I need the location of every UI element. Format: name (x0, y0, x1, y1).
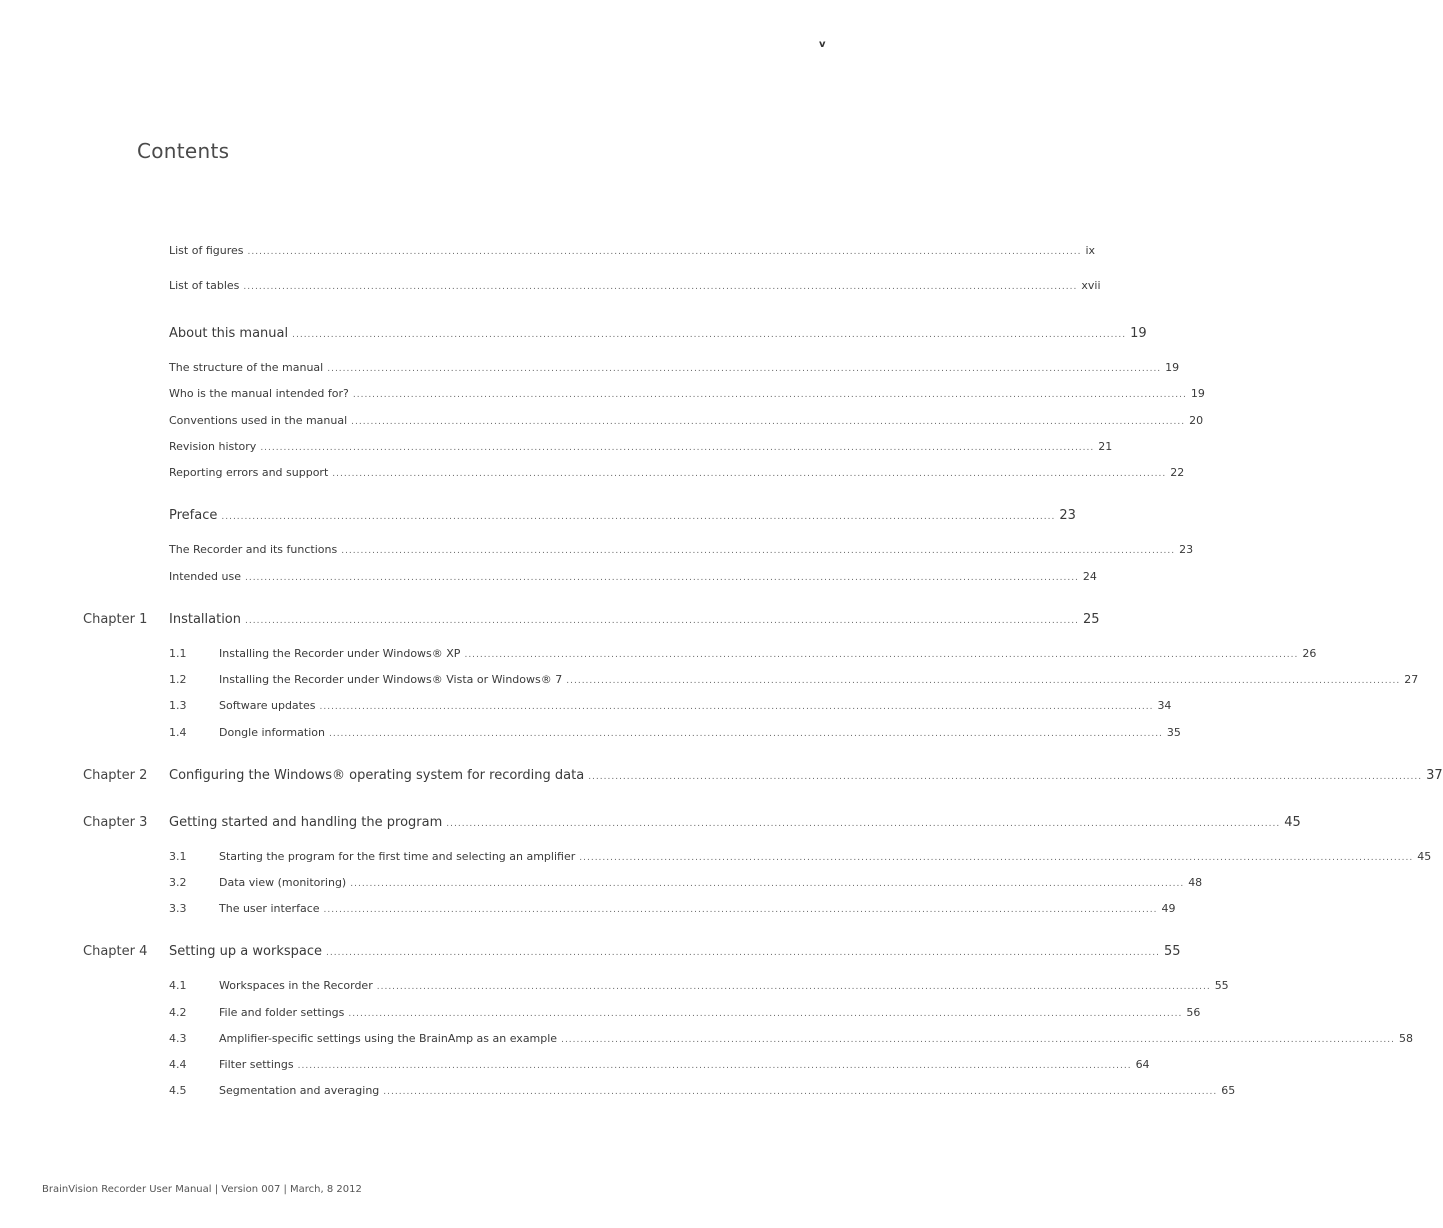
section-number: 1.3 (169, 699, 187, 712)
toc-entry-text: File and folder settings (219, 1006, 345, 1019)
toc-chapter-4[interactable]: Chapter 4 Setting up a workspace ........................................................................................................................................................................................................................ 55 (83, 944, 1181, 959)
toc-entry-page: 24 (1082, 570, 1097, 583)
toc-entry-text: Setting up a workspace (169, 944, 322, 959)
chapter-label: Chapter 3 (83, 815, 148, 830)
toc-entry-text: The structure of the manual (169, 361, 324, 374)
toc-entry-page: 58 (1399, 1032, 1414, 1045)
toc-entry-page: 55 (1214, 979, 1229, 992)
toc-entry-page: 25 (1082, 612, 1100, 627)
section-number: 4.2 (169, 1006, 187, 1019)
toc-entry[interactable]: Who is the manual intended for? ........................................................................................................................................................................................................................ 19 (169, 387, 1205, 400)
toc-entry[interactable]: Intended use ........................................................................................................................................................................................................................ 24 (169, 570, 1097, 583)
toc-entry-text: Who is the manual intended for? (169, 387, 349, 400)
toc-section[interactable]: 1.2 Installing the Recorder under Windows® Vista or Windows® 7 ........................................................................................................................................................................................................................ 27 (169, 673, 1419, 686)
section-number: 1.1 (169, 647, 187, 660)
toc-entry-page: 37 (1426, 768, 1443, 783)
toc-entry-page: 19 (1190, 387, 1205, 400)
toc-chapter-2[interactable]: Chapter 2 Configuring the Windows® operating system for recording data ........................................................................................................................................................................................................................ 37 (83, 768, 1443, 783)
toc-entry-text: Installing the Recorder under Windows® Vista or Windows® 7 (219, 673, 563, 686)
toc-entry-text: Workspaces in the Recorder (219, 979, 373, 992)
toc-entry-page: 23 (1059, 508, 1076, 523)
section-number: 4.4 (169, 1058, 187, 1071)
toc-entry-page: 19 (1165, 361, 1180, 374)
toc-section[interactable]: 1.1 Installing the Recorder under Windows® XP ........................................................................................................................................................................................................................ 26 (169, 647, 1317, 660)
toc-entry[interactable]: The Recorder and its functions ........................................................................................................................................................................................................................ 23 (169, 543, 1194, 556)
toc-entry-about[interactable]: About this manual ........................................................................................................................................................................................................................ 19 (169, 326, 1147, 341)
toc-entry-text: The user interface (219, 902, 320, 915)
chapter-label: Chapter 4 (83, 944, 148, 959)
toc-entry-page: 55 (1163, 944, 1181, 959)
toc-entry-page: 45 (1417, 850, 1432, 863)
toc-section[interactable]: 4.3 Amplifier-specific settings using the BrainAmp as an example ........................................................................................................................................................................................................................ 58 (169, 1032, 1414, 1045)
toc-section[interactable]: 3.3 The user interface ........................................................................................................................................................................................................................ 49 (169, 902, 1176, 915)
toc-section[interactable]: 4.1 Workspaces in the Recorder ........................................................................................................................................................................................................................ 55 (169, 979, 1229, 992)
toc-entry[interactable]: Revision history ........................................................................................................................................................................................................................ 21 (169, 440, 1113, 453)
toc-entry-page: 56 (1186, 1006, 1201, 1019)
toc-entry-text: Installing the Recorder under Windows® XP (219, 647, 461, 660)
toc-entry-preface[interactable]: Preface ........................................................................................................................................................................................................................ 23 (169, 508, 1076, 523)
toc-entry-text: Conventions used in the manual (169, 414, 348, 427)
toc-entry-page: xvii (1081, 279, 1101, 292)
toc-entry-page: ix (1085, 244, 1096, 257)
section-number: 4.5 (169, 1084, 187, 1097)
toc-entry-text: List of figures (169, 244, 244, 257)
toc-entry-text: Data view (monitoring) (219, 876, 347, 889)
toc-entry-list-of-tables[interactable]: List of tables ........................................................................................................................................................................................................................ xvii (169, 279, 1101, 292)
toc-entry-text: Preface (169, 508, 218, 523)
toc-entry-page: 49 (1161, 902, 1176, 915)
toc-section[interactable]: 4.2 File and folder settings ........................................................................................................................................................................................................................ 56 (169, 1006, 1201, 1019)
toc-entry-text: The Recorder and its functions (169, 543, 338, 556)
toc-section[interactable]: 3.1 Starting the program for the first time and selecting an amplifier ........................................................................................................................................................................................................................ 45 (169, 850, 1432, 863)
toc-section[interactable]: 1.4 Dongle information ........................................................................................................................................................................................................................ 35 (169, 726, 1181, 739)
toc-entry-text: About this manual (169, 326, 289, 341)
toc-entry-page: 27 (1404, 673, 1419, 686)
section-number: 4.3 (169, 1032, 187, 1045)
toc-entry-page: 26 (1302, 647, 1317, 660)
toc-entry-text: Dongle information (219, 726, 325, 739)
toc-section[interactable]: 4.5 Segmentation and averaging ........................................................................................................................................................................................................................ 65 (169, 1084, 1236, 1097)
toc-entry[interactable]: The structure of the manual ........................................................................................................................................................................................................................ 19 (169, 361, 1180, 374)
toc-entry-text: Configuring the Windows® operating system for recording data (169, 768, 585, 783)
toc-section[interactable]: 3.2 Data view (monitoring) ........................................................................................................................................................................................................................ 48 (169, 876, 1203, 889)
toc-section[interactable]: 1.3 Software updates ........................................................................................................................................................................................................................ 34 (169, 699, 1172, 712)
chapter-label: Chapter 1 (83, 612, 148, 627)
toc-entry-text: Filter settings (219, 1058, 294, 1071)
toc-entry-text: Reporting errors and support (169, 466, 329, 479)
section-number: 3.1 (169, 850, 187, 863)
page-number: v (819, 39, 826, 50)
page-footer: BrainVision Recorder User Manual | Version 007 | March, 8 2012 (42, 1184, 362, 1195)
toc-entry-page: 34 (1157, 699, 1172, 712)
page-title: Contents (137, 139, 230, 163)
toc-section[interactable]: 4.4 Filter settings ........................................................................................................................................................................................................................ 64 (169, 1058, 1150, 1071)
toc-entry-text: Getting started and handling the program (169, 815, 443, 830)
toc-entry-text: Revision history (169, 440, 257, 453)
toc-entry-page: 23 (1179, 543, 1194, 556)
toc-entry-page: 64 (1135, 1058, 1150, 1071)
toc-entry-page: 19 (1130, 326, 1147, 341)
toc-entry[interactable]: Reporting errors and support ........................................................................................................................................................................................................................ 22 (169, 466, 1185, 479)
toc-entry-page: 65 (1221, 1084, 1236, 1097)
toc-entry-text: Segmentation and averaging (219, 1084, 380, 1097)
section-number: 1.2 (169, 673, 187, 686)
toc-entry-list-of-figures[interactable]: List of figures ........................................................................................................................................................................................................................ ix (169, 244, 1096, 257)
section-number: 1.4 (169, 726, 187, 739)
toc-entry-page: 20 (1189, 414, 1204, 427)
toc-entry-text: Software updates (219, 699, 316, 712)
section-number: 3.3 (169, 902, 187, 915)
toc-entry-page: 22 (1170, 466, 1185, 479)
toc-entry-text: Installation (169, 612, 242, 627)
toc-entry-page: 48 (1188, 876, 1203, 889)
toc-entry-text: Amplifier-specific settings using the BrainAmp as an example (219, 1032, 558, 1045)
chapter-label: Chapter 2 (83, 768, 148, 783)
toc-entry[interactable]: Conventions used in the manual ........................................................................................................................................................................................................................ 20 (169, 414, 1204, 427)
section-number: 3.2 (169, 876, 187, 889)
toc-entry-text: List of tables (169, 279, 240, 292)
section-number: 4.1 (169, 979, 187, 992)
toc-chapter-3[interactable]: Chapter 3 Getting started and handling the program ........................................................................................................................................................................................................................ 45 (83, 815, 1301, 830)
toc-entry-text: Intended use (169, 570, 241, 583)
toc-entry-text: Starting the program for the first time and selecting an amplifier (219, 850, 576, 863)
toc-chapter-1[interactable]: Chapter 1 Installation ........................................................................................................................................................................................................................ 25 (83, 612, 1100, 627)
toc-entry-page: 45 (1284, 815, 1301, 830)
toc-entry-page: 21 (1098, 440, 1113, 453)
toc-entry-page: 35 (1166, 726, 1181, 739)
